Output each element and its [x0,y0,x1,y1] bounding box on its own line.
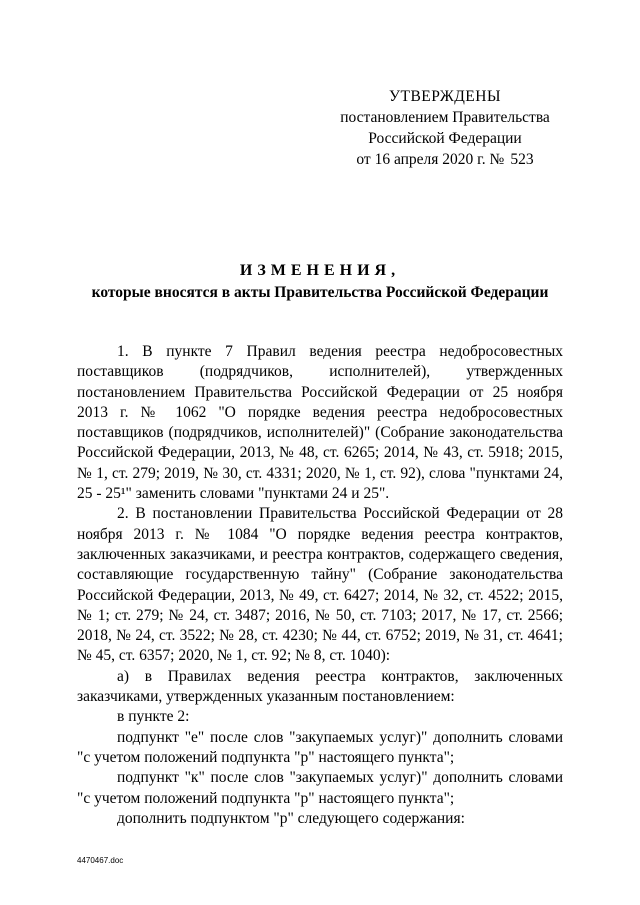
paragraph-1: 1. В пункте 7 Правил ведения реестра недобросовестных поставщиков (подрядчиков, исполнителей), утвержденных постановлением Правительства Российской Федерации от 25 ноября 2013 г. № 1062 "О порядке ведения реестра недобросовестных поставщиков (подрядчиков, исполнителей)" (Собрание законодательства Российской Федерации, 2013, № 48, ст. 6265; 2014, № 43, ст. 5918; 2015, № 1, ст. 279; 2019, № 30, ст. 4331; 2020, № 1, ст. 92), слова "пунктами 24, 25 - 25¹" заменить словами "пунктами 24 и 25". [77,343,563,503]
document-subtitle: которые вносятся в акты Правительства Российской Федерации [91,284,549,301]
paragraph-6: подпункт "к" после слов "закупаемых услуг)" дополнить словами "с учетом положений подпункта "р" настоящего пункта"; [77,769,563,807]
approval-number: 523 [510,151,534,168]
approval-number-sign: № [489,151,505,168]
approval-heading: УТВЕРЖДЕНЫ [389,88,501,105]
file-name-footer: 4470467.doc [77,856,124,865]
paragraph-2: 2. В постановлении Правительства Российской Федерации от 28 ноября 2013 г. № 1084 "О порядке ведения реестра контрактов, заключенных заказчиками, и реестра контрактов, содержащего сведения, составляющие государственную тайну" (Собрание законодательства Российской Федерации, 2013, № 49, ст. 6427; 2014, № 32, ст. 4522; 2015, № 1; ст. 279; № 24, ст. 3487; 2016, № 50, ст. 7103; 2017, № 17, ст. 2566; 2018, № 24, ст. 3522; № 28, ст. 4230; № 44, ст. 6752; 2019, № 31, ст. 4641; № 45, ст. 6357; 2020, № 1, ст. 92; № 8, ст. 1040): [77,505,563,665]
approval-line-2: Российской Федерации [368,130,522,147]
approval-line-1: постановлением Правительства [340,109,550,126]
document-title: ИЗМЕНЕНИЯ, [239,262,401,279]
approval-date-line [300,149,590,170]
approval-date: от 16 апреля 2020 г. [356,151,486,168]
approval-block [300,86,590,170]
paragraph-7: дополнить подпунктом "р" следующего содержания: [117,809,465,827]
paragraph-5: подпункт "е" после слов "закупаемых услуг)" дополнить словами "с учетом положений подпункта "р" настоящего пункта"; [77,728,563,766]
paragraph-4: в пункте 2: [117,708,190,726]
document-body [77,342,563,829]
paragraph-3: а) в Правилах ведения реестра контрактов, заключенных заказчиками, утвержденных указанным постановлением: [77,667,563,706]
